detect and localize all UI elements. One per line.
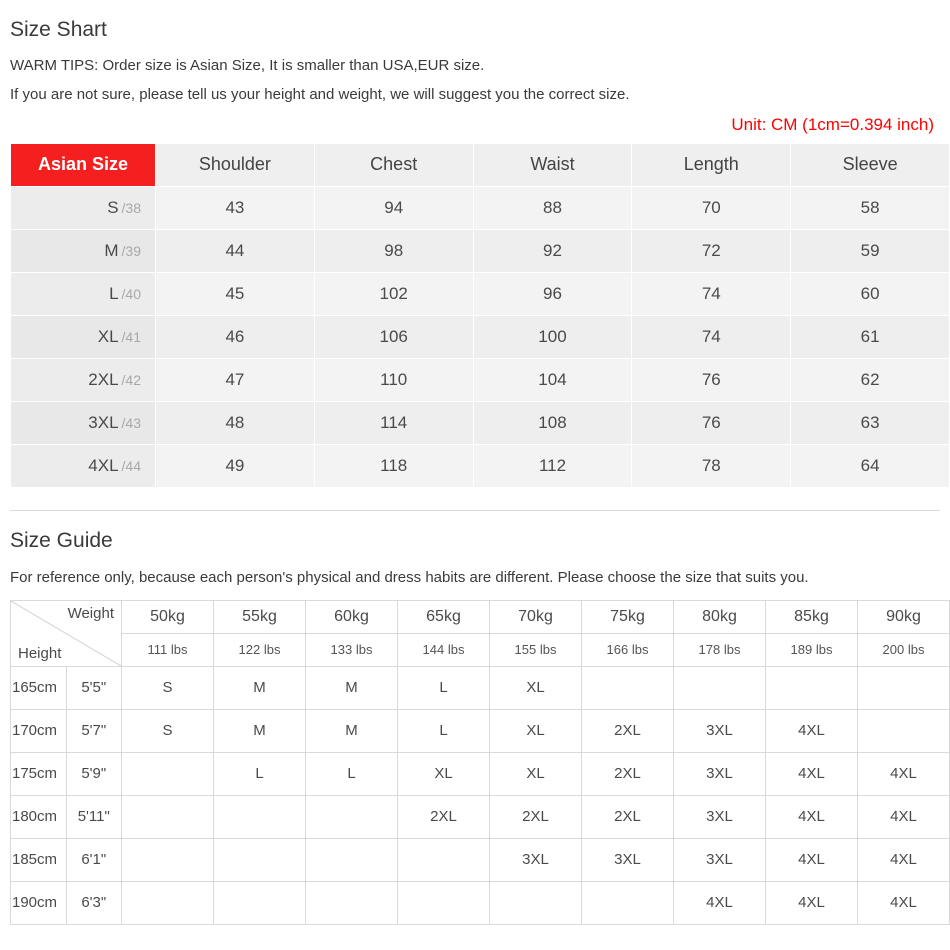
height-cm: 170cm xyxy=(11,709,67,752)
cell-length: 74 xyxy=(632,272,791,315)
guide-cell: 4XL xyxy=(766,881,858,924)
corner-header-cell xyxy=(11,600,122,666)
guide-cell: 4XL xyxy=(766,795,858,838)
size-eu-label: /44 xyxy=(121,457,141,474)
height-cm: 190cm xyxy=(11,881,67,924)
guide-cell xyxy=(582,881,674,924)
size-label: 2XL xyxy=(88,369,119,389)
guide-row xyxy=(11,838,950,881)
guide-cell: XL xyxy=(490,752,582,795)
unit-note: Unit: CM (1cm=0.394 inch) xyxy=(731,114,934,134)
guide-cell xyxy=(306,795,398,838)
weight-header-lbs: 200 lbs xyxy=(858,633,950,666)
size-guide-body xyxy=(11,600,950,924)
weight-header-lbs: 155 lbs xyxy=(490,633,582,666)
weight-header-kg: 75kg xyxy=(582,600,674,633)
warm-tip-line-1: WARM TIPS: Order size is Asian Size, It is smaller than USA,EUR size. xyxy=(10,57,485,74)
cell-sleeve: 63 xyxy=(791,401,950,444)
size-label: M xyxy=(104,240,119,260)
guide-cell xyxy=(306,881,398,924)
weight-header-kg: 50kg xyxy=(122,600,214,633)
height-cm: 175cm xyxy=(11,752,67,795)
guide-cell: 4XL xyxy=(858,838,950,881)
table-row xyxy=(11,444,950,487)
guide-cell: L xyxy=(398,709,490,752)
cell-shoulder: 45 xyxy=(156,272,315,315)
cell-size xyxy=(11,229,156,272)
cell-chest: 118 xyxy=(314,444,473,487)
guide-cell xyxy=(214,838,306,881)
weight-header-lbs: 122 lbs xyxy=(214,633,306,666)
cell-length: 70 xyxy=(632,186,791,229)
height-ft: 6'1" xyxy=(66,838,122,881)
column-header-asian-size: Asian Size xyxy=(11,143,156,186)
cell-sleeve: 62 xyxy=(791,358,950,401)
cell-length: 78 xyxy=(632,444,791,487)
guide-cell: S xyxy=(122,666,214,709)
guide-cell xyxy=(214,795,306,838)
guide-cell: 4XL xyxy=(674,881,766,924)
weight-header-lbs: 144 lbs xyxy=(398,633,490,666)
cell-waist: 112 xyxy=(473,444,632,487)
cell-length: 72 xyxy=(632,229,791,272)
size-eu-label: /43 xyxy=(121,414,141,431)
guide-cell: 2XL xyxy=(582,752,674,795)
guide-cell: M xyxy=(306,709,398,752)
guide-cell: XL xyxy=(490,666,582,709)
guide-row xyxy=(11,709,950,752)
guide-row xyxy=(11,881,950,924)
cell-chest: 94 xyxy=(314,186,473,229)
cell-size xyxy=(11,401,156,444)
weight-header-kg: 85kg xyxy=(766,600,858,633)
weight-header-lbs: 133 lbs xyxy=(306,633,398,666)
cell-chest: 114 xyxy=(314,401,473,444)
guide-cell xyxy=(858,666,950,709)
cell-waist: 104 xyxy=(473,358,632,401)
cell-length: 76 xyxy=(632,358,791,401)
guide-cell: L xyxy=(398,666,490,709)
cell-waist: 100 xyxy=(473,315,632,358)
guide-cell xyxy=(490,881,582,924)
cell-size xyxy=(11,444,156,487)
column-header-chest: Chest xyxy=(314,143,473,186)
warm-tip-line-2: If you are not sure, please tell us your height and weight, we will suggest you the correct size. xyxy=(10,86,630,104)
size-eu-label: /38 xyxy=(121,199,141,216)
table-header-row xyxy=(11,143,950,186)
cell-size xyxy=(11,186,156,229)
guide-row xyxy=(11,795,950,838)
guide-cell: 3XL xyxy=(674,838,766,881)
height-cm: 165cm xyxy=(11,666,67,709)
weight-header-kg: 70kg xyxy=(490,600,582,633)
cell-size xyxy=(11,315,156,358)
guide-cell: M xyxy=(214,666,306,709)
guide-cell: 4XL xyxy=(766,709,858,752)
table-row xyxy=(11,229,950,272)
column-header-sleeve: Sleeve xyxy=(791,143,950,186)
guide-cell xyxy=(122,838,214,881)
guide-cell xyxy=(766,666,858,709)
guide-cell xyxy=(858,709,950,752)
guide-cell xyxy=(398,881,490,924)
cell-chest: 98 xyxy=(314,229,473,272)
guide-cell: 4XL xyxy=(766,752,858,795)
cell-shoulder: 44 xyxy=(156,229,315,272)
size-eu-label: /40 xyxy=(121,285,141,302)
cell-waist: 88 xyxy=(473,186,632,229)
cell-chest: 106 xyxy=(314,315,473,358)
size-chart-header xyxy=(11,143,950,186)
cell-length: 76 xyxy=(632,401,791,444)
guide-cell: L xyxy=(214,752,306,795)
cell-shoulder: 48 xyxy=(156,401,315,444)
cell-sleeve: 61 xyxy=(791,315,950,358)
cell-waist: 108 xyxy=(473,401,632,444)
guide-cell: 4XL xyxy=(858,881,950,924)
table-row xyxy=(11,272,950,315)
size-eu-label: /39 xyxy=(121,242,141,259)
height-ft: 5'11" xyxy=(66,795,122,838)
weight-header-kg: 90kg xyxy=(858,600,950,633)
height-ft: 5'7" xyxy=(66,709,122,752)
size-chart-body xyxy=(11,186,950,487)
guide-header-row-kg xyxy=(11,600,950,633)
weight-header-lbs: 189 lbs xyxy=(766,633,858,666)
guide-cell: M xyxy=(306,666,398,709)
size-eu-label: /42 xyxy=(121,371,141,388)
weight-header-lbs: 178 lbs xyxy=(674,633,766,666)
height-cm: 180cm xyxy=(11,795,67,838)
guide-cell: 3XL xyxy=(490,838,582,881)
guide-cell xyxy=(582,666,674,709)
guide-row xyxy=(11,666,950,709)
table-row xyxy=(11,315,950,358)
guide-cell: 2XL xyxy=(582,709,674,752)
guide-header-row-lbs xyxy=(11,633,950,666)
cell-sleeve: 58 xyxy=(791,186,950,229)
cell-length: 74 xyxy=(632,315,791,358)
table-row xyxy=(11,186,950,229)
guide-cell: 3XL xyxy=(582,838,674,881)
table-row xyxy=(11,358,950,401)
guide-row xyxy=(11,752,950,795)
column-header-waist: Waist xyxy=(473,143,632,186)
size-chart-title: Size Shart xyxy=(10,18,107,41)
cell-chest: 102 xyxy=(314,272,473,315)
cell-shoulder: 46 xyxy=(156,315,315,358)
table-row xyxy=(11,401,950,444)
guide-cell xyxy=(306,838,398,881)
size-label: L xyxy=(109,283,119,303)
weight-header-lbs: 166 lbs xyxy=(582,633,674,666)
size-guide-section xyxy=(0,511,950,925)
column-header-shoulder: Shoulder xyxy=(156,143,315,186)
height-axis-label: Height xyxy=(18,644,62,662)
height-ft: 5'5" xyxy=(66,666,122,709)
cell-size xyxy=(11,272,156,315)
guide-cell: 2XL xyxy=(398,795,490,838)
size-guide-note: For reference only, because each person's physical and dress habits are different. Please choose the size that suits you. xyxy=(10,568,809,586)
column-header-length: Length xyxy=(632,143,791,186)
guide-cell: 4XL xyxy=(858,752,950,795)
weight-header-kg: 60kg xyxy=(306,600,398,633)
guide-cell xyxy=(122,752,214,795)
guide-cell: 2XL xyxy=(490,795,582,838)
guide-cell: 4XL xyxy=(858,795,950,838)
cell-shoulder: 43 xyxy=(156,186,315,229)
size-label: S xyxy=(107,197,119,217)
size-guide-title: Size Guide xyxy=(10,528,113,552)
size-eu-label: /41 xyxy=(121,328,141,345)
guide-cell xyxy=(122,881,214,924)
weight-axis-label: Weight xyxy=(67,604,114,622)
guide-cell: 3XL xyxy=(674,795,766,838)
guide-cell xyxy=(122,795,214,838)
guide-cell: 3XL xyxy=(674,709,766,752)
cell-size xyxy=(11,358,156,401)
size-label: 4XL xyxy=(88,455,119,475)
guide-cell: 2XL xyxy=(582,795,674,838)
weight-header-kg: 55kg xyxy=(214,600,306,633)
size-chart-table xyxy=(10,143,950,488)
cell-shoulder: 49 xyxy=(156,444,315,487)
cell-shoulder: 47 xyxy=(156,358,315,401)
weight-header-kg: 65kg xyxy=(398,600,490,633)
weight-header-kg: 80kg xyxy=(674,600,766,633)
cell-sleeve: 59 xyxy=(791,229,950,272)
cell-waist: 96 xyxy=(473,272,632,315)
height-cm: 185cm xyxy=(11,838,67,881)
guide-cell: S xyxy=(122,709,214,752)
cell-waist: 92 xyxy=(473,229,632,272)
guide-cell xyxy=(398,838,490,881)
size-guide-table xyxy=(10,600,950,925)
guide-cell: M xyxy=(214,709,306,752)
guide-cell xyxy=(214,881,306,924)
size-label: 3XL xyxy=(88,412,119,432)
guide-cell: 4XL xyxy=(766,838,858,881)
cell-sleeve: 64 xyxy=(791,444,950,487)
guide-cell: 3XL xyxy=(674,752,766,795)
guide-cell: XL xyxy=(398,752,490,795)
height-ft: 5'9" xyxy=(66,752,122,795)
height-ft: 6'3" xyxy=(66,881,122,924)
guide-cell xyxy=(674,666,766,709)
guide-cell: XL xyxy=(490,709,582,752)
weight-header-lbs: 111 lbs xyxy=(122,633,214,666)
cell-sleeve: 60 xyxy=(791,272,950,315)
size-label: XL xyxy=(97,326,119,346)
guide-cell: L xyxy=(306,752,398,795)
cell-chest: 110 xyxy=(314,358,473,401)
